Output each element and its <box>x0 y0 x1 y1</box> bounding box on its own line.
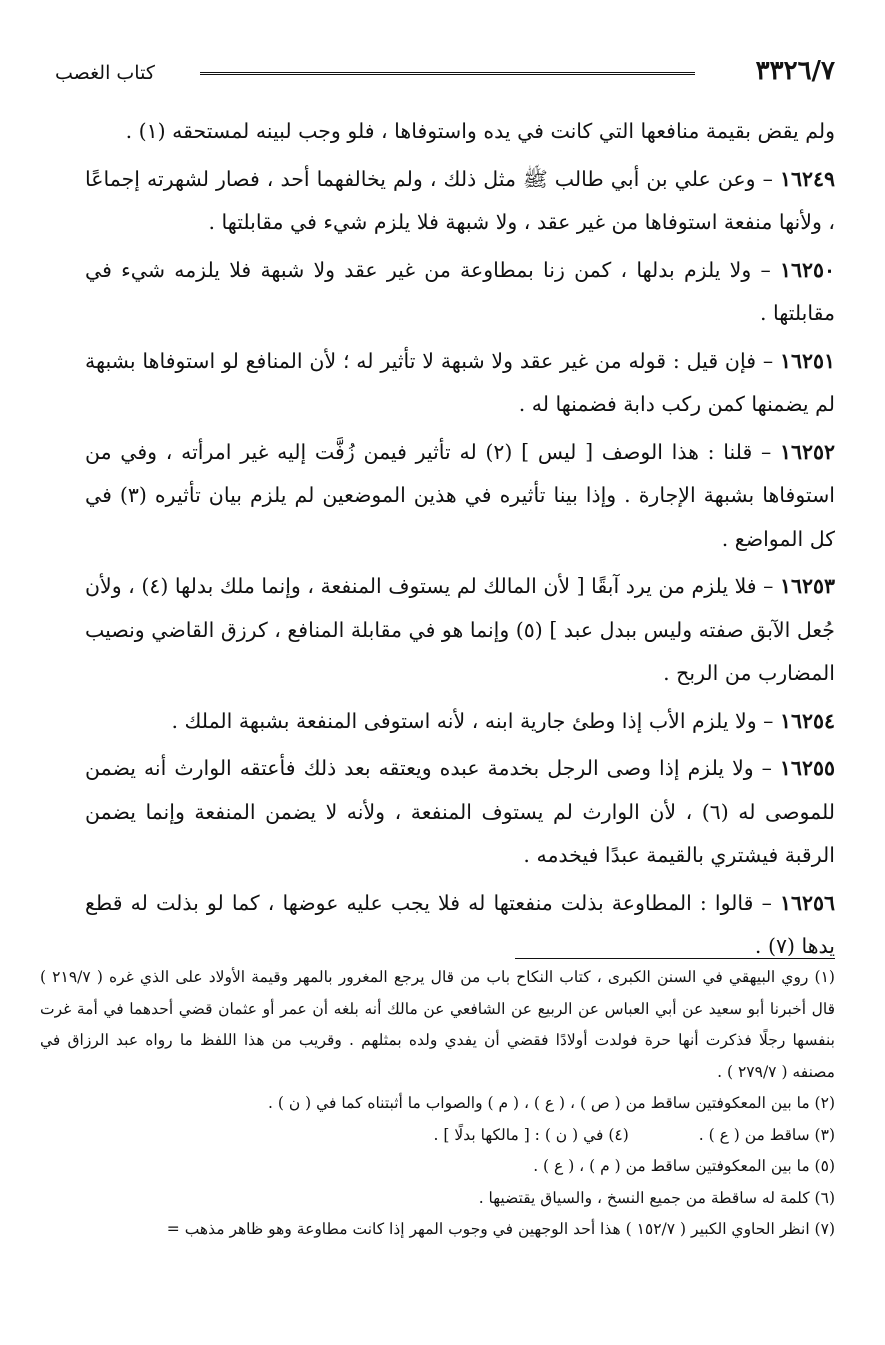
paragraph <box>85 700 835 744</box>
paragraph-text: – وعن علي بن أبي طالب ﷺ مثل ذلك ، ولم يخالفهما أحد ، فصار لشهرته إجماعًا ، ولأنها منفعة استوفاها من غير عقد ، ولا شبهة فلا يلزم شيء في مقابلتها . <box>85 166 835 234</box>
footnote-1: (١) روي البيهقي في السنن الكبرى ، كتاب النكاح باب من قال يرجع المغرور بالمهر وقيمة الأولاد على الذي غره ( ٢١٩/٧ ) قال أخبرنا أبو سعيد عن أبي العباس عن الربيع عن الشافعي عن مالك أنه بلغه أن عمر أو عثمان قضي أحدهما في أمة غرت بنفسها رجلًا فذكرت أنها حرة فولدت أولادًا فقضي أن يفدي ولده بمثلهم . وقريب من هذا اللفظ ما رواه عبد الرزاق في مصنفه ( ٢٧٩/٧ ) . <box>40 968 835 1081</box>
header-rule <box>200 72 695 78</box>
footnote-5: (٥) ما بين المعكوفتين ساقط من ( م ) ، ( ع ) . <box>533 1157 835 1175</box>
paragraph-text: – قلنا : هذا الوصف [ ليس ] (٢) له تأثير فيمن زُفَّت إليه غير امرأته ، وفي من استوفاها بشبهة الإجارة . وإذا بينا تأثيره في هذين الموضعين لم يلزم بيان تأثيره (٣) في كل المواضع . <box>85 439 835 551</box>
paragraph-number: ١٦٢٥٢ <box>779 439 835 464</box>
paragraph-number: ١٦٢٥١ <box>779 348 835 373</box>
footnote-4: (٤) في ( ن ) : [ مالكها بدلًا ] . <box>433 1125 629 1144</box>
paragraph-text: – قالوا : المطاوعة بذلت منفعتها له فلا يجب عليه عوضها ، كما لو بذلت له قطع يدها (٧) . <box>85 890 835 958</box>
book-title: كتاب الغصب <box>55 62 155 84</box>
footnote-row <box>40 1120 835 1152</box>
paragraph-text: – ولا يلزم بدلها ، كمن زنا بمطاوعة من غير عقد ولا شبهة فلا يلزمه شيء في مقابلتها . <box>85 257 835 325</box>
paragraph-text: – ولا يلزم إذا وصى الرجل بخدمة عبده ويعتقه بعد ذلك فأعتقه الوارث أنه يضمن للموصى له (٦) ، لأن الوارث لم يستوف المنفعة ، ولأنه لا يضمن المنفعة وإنما يضمن الرقبة فيشتري بالقيمة عبدًا فيخدمه . <box>85 756 835 867</box>
paragraph <box>85 747 835 878</box>
paragraph-number: ١٦٢٥٥ <box>779 756 835 780</box>
footnote-2: (٢) ما بين المعكوفتين ساقط من ( ص ) ، ( ع ) ، ( م ) والصواب ما أثبتناه كما في ( ن ) . <box>267 1094 835 1112</box>
paragraph-text: – فإن قيل : قوله من غير عقد ولا شبهة لا تأثير له ؛ لأن المنافع لو استوفاها بشبهة لم يضمنها كمن ركب دابة فضمنها له . <box>85 348 835 416</box>
paragraph-text: ولم يقض بقيمة منافعها التي كانت في يده واستوفاها ، فلو وجب لبينه لمستحقه (١) . <box>125 119 835 143</box>
paragraph <box>85 158 835 245</box>
paragraph-text: – ولا يلزم الأب إذا وطئ جارية ابنه ، لأنه استوفى المنفعة بشبهة الملك . <box>171 708 774 733</box>
paragraph-number: ١٦٢٥٤ <box>779 708 835 733</box>
paragraph-number: ١٦٢٤٩ <box>779 166 835 191</box>
footnotes <box>40 962 835 1246</box>
paragraph-text: – فلا يلزم من يرد آبقًا [ لأن المالك لم يستوف المنفعة ، وإنما ملك بدلها (٤) ، ولأن جُعل الآبق صفته وليس ببدل عبد ] (٥) وإنما هو في مقابلة المنافع ، كرزق القاضي ونصيب المضارب من الربح . <box>85 574 835 685</box>
footnote-separator <box>515 958 835 959</box>
paragraph <box>85 565 835 696</box>
running-header <box>55 52 835 90</box>
footnote-3: (٣) ساقط من ( ع ) . <box>698 1125 835 1144</box>
footnote-7: (٧) انظر الحاوي الكبير ( ١٥٢/٧ ) هذا أحد الوجهين في وجوب المهر إذا كانت مطاوعة وهو ظاهر مذهب = <box>166 1220 835 1238</box>
footnote-6: (٦) كلمة له ساقطة من جميع النسخ ، والسياق يقتضيها . <box>478 1188 835 1207</box>
paragraph <box>85 340 835 427</box>
paragraph-number: ١٦٢٥٣ <box>779 574 835 598</box>
paragraph-number: ١٦٢٥٠ <box>779 257 835 282</box>
main-text <box>85 110 835 973</box>
paragraph <box>85 249 835 336</box>
paragraph-number: ١٦٢٥٦ <box>779 890 835 915</box>
paragraph <box>85 110 835 154</box>
page-number: ٣٣٢٦/٧ <box>755 56 835 86</box>
paragraph <box>85 431 835 562</box>
paragraph <box>85 882 835 969</box>
